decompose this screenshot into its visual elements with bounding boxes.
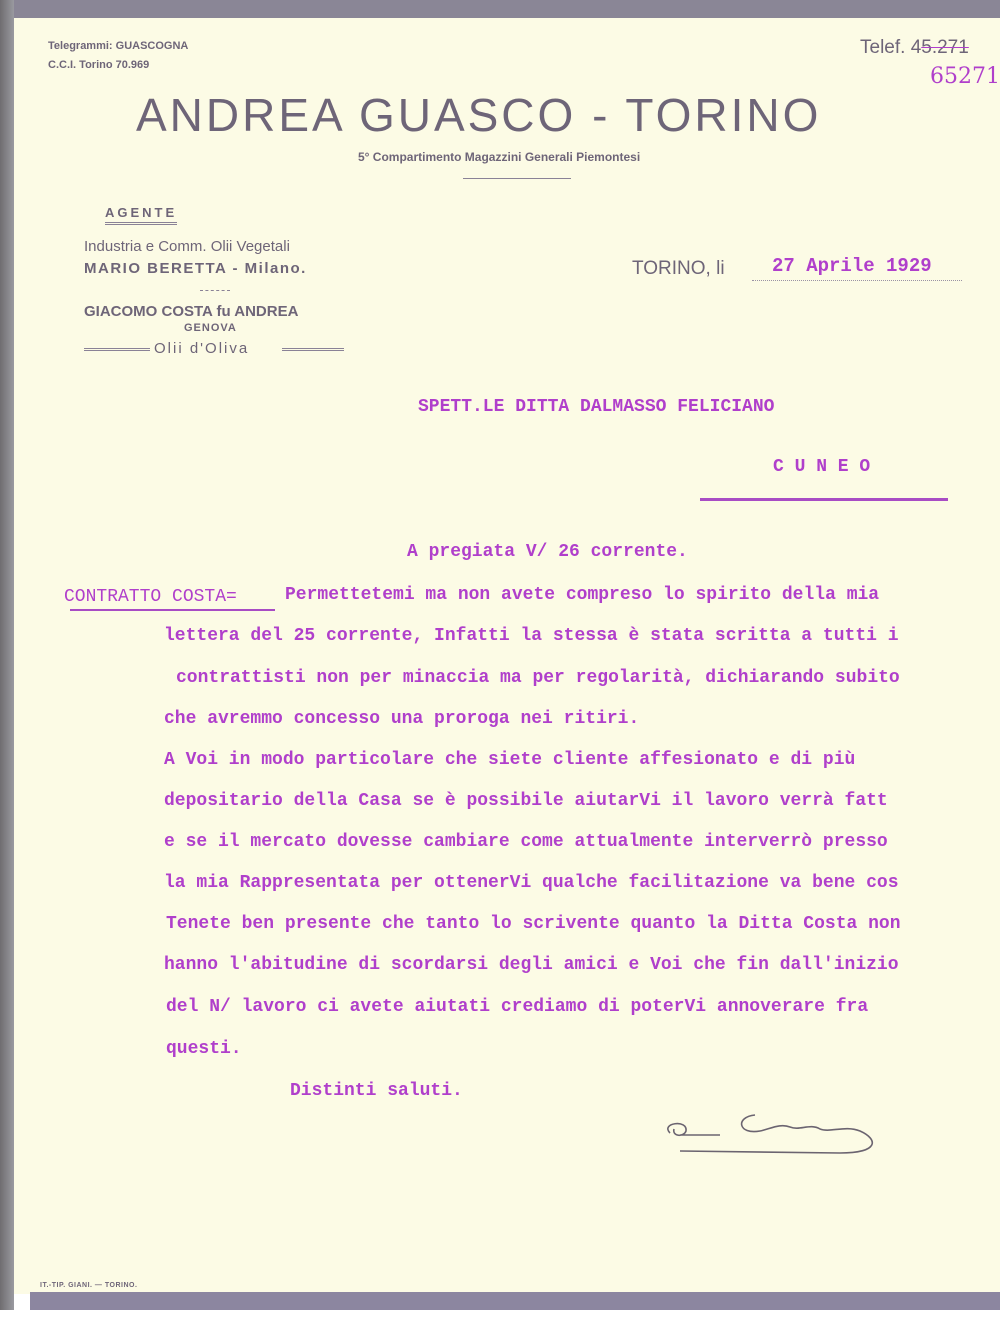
body-line: che avremmo concesso una proroga nei ritiri. xyxy=(164,709,640,729)
cci-number: C.C.I. Torino 70.969 xyxy=(48,59,150,71)
scan-border-bottom xyxy=(30,1292,1000,1310)
body-line: depositario della Casa se è possibile aiutarVi il lavoro verrà fatt xyxy=(164,791,888,811)
phone-label: Telef. 4 xyxy=(860,37,922,58)
body-line: Tenete ben presente che tanto lo scrivente quanto la Ditta Costa non xyxy=(166,914,901,934)
letter-date: 27 Aprile 1929 xyxy=(772,255,932,277)
agent2-line2: GENOVA xyxy=(184,322,237,334)
body-line: hanno l'abitudine di scordarsi degli amici e Voi che fin dall'inizio xyxy=(164,955,899,975)
recipient-name: SPETT.LE DITTA DALMASSO FELICIANO xyxy=(418,397,775,417)
phone-struck: 5.271 xyxy=(921,37,969,58)
scan-border-top xyxy=(0,0,1000,20)
body-line: lettera del 25 corrente, Infatti la stessa è stata scritta a tutti i xyxy=(164,626,899,646)
body-line: questi. xyxy=(166,1039,242,1059)
body-line: e se il mercato dovesse cambiare come attualmente interverrò presso xyxy=(164,832,888,852)
divider xyxy=(463,178,571,179)
agent1-line1: Industria e Comm. Olii Vegetali xyxy=(84,238,290,255)
agent2-line3: Olii d'Oliva xyxy=(154,340,250,357)
body-line: del N/ lavoro ci avete aiutati crediamo di poterVi annoverare fra xyxy=(166,997,869,1017)
phone-new-handwritten: 65271 xyxy=(930,64,1000,89)
signature xyxy=(660,1105,890,1165)
reference-line: A pregiata V/ 26 corrente. xyxy=(407,542,688,562)
date-line xyxy=(752,280,962,281)
closing-line: Distinti saluti. xyxy=(290,1081,463,1101)
body-line: la mia Rappresentata per ottenerVi qualche facilitazione va bene cos xyxy=(164,873,899,893)
company-subtitle: 5° Compartimento Magazzini Generali Piemontesi xyxy=(358,150,641,164)
body-line: contrattisti non per minaccia ma per regolarità, dichiarando subito xyxy=(176,668,900,688)
body-line: A Voi in modo particolare che siete cliente affesionato e di più xyxy=(164,750,856,770)
agent-heading: AGENTE xyxy=(105,205,177,225)
scan-border-left xyxy=(0,0,14,1310)
subject-line: CONTRATTO COSTA= xyxy=(64,587,237,607)
printer-credit: IT.-TIP. GIANI. — TORINO. xyxy=(40,1282,138,1289)
agent1-line2: MARIO BERETTA - Milano. xyxy=(84,260,307,277)
company-name: ANDREA GUASCO - TORINO xyxy=(136,89,822,141)
divider xyxy=(84,348,150,351)
place-label: TORINO, li xyxy=(632,258,725,279)
telegrams-address: Telegrammi: GUASCOGNA xyxy=(48,40,189,52)
body-line: Permettetemi ma non avete compreso lo spirito della mia xyxy=(285,585,880,605)
divider xyxy=(200,290,230,291)
phone-number xyxy=(860,37,969,59)
divider xyxy=(282,348,344,351)
subject-underline xyxy=(70,609,275,611)
recipient-city: C U N E O xyxy=(773,457,871,477)
recipient-underline xyxy=(700,498,948,501)
agent2-line1: GIACOMO COSTA fu ANDREA xyxy=(84,303,299,320)
